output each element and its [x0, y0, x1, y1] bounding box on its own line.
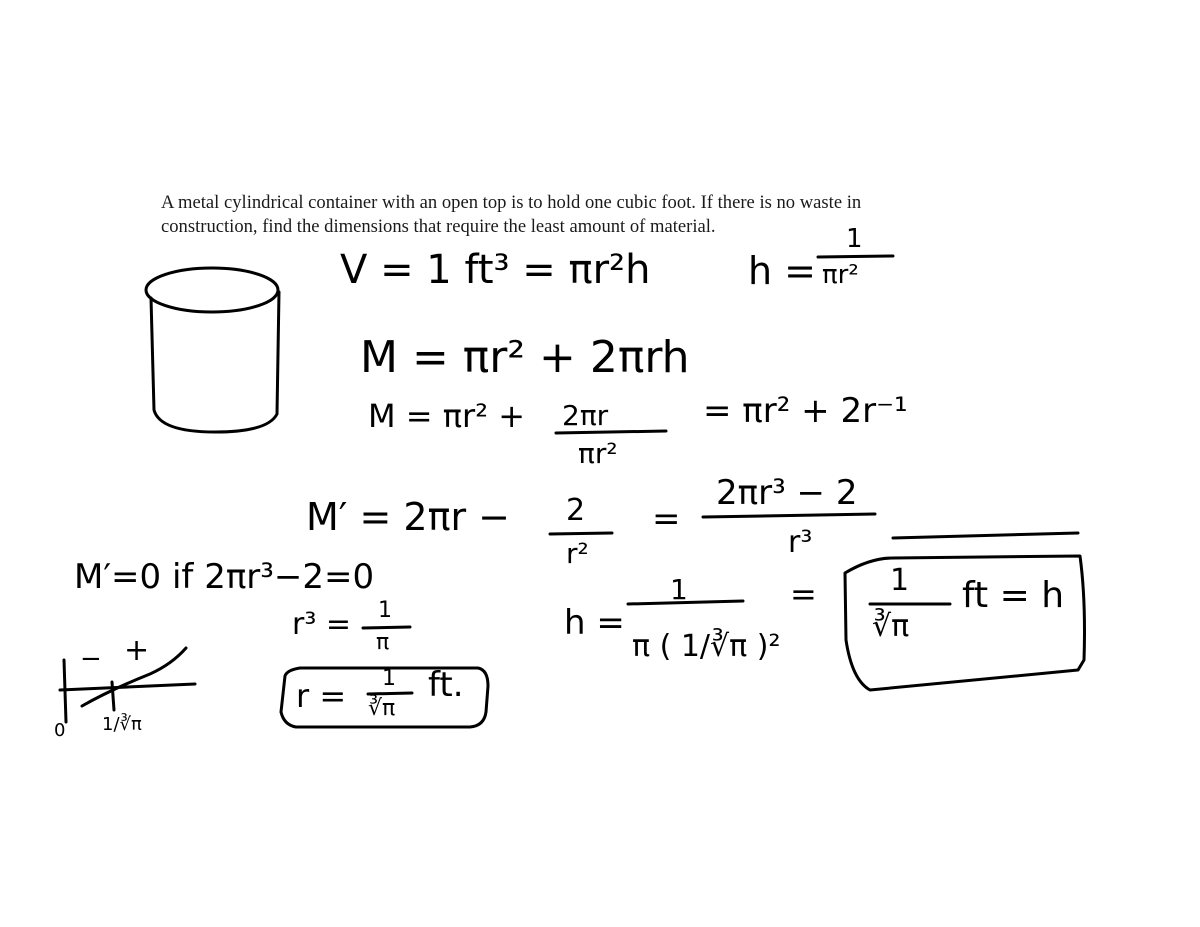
sign-chart-critical-point: 1/∛π: [102, 714, 142, 735]
material-equation: M = πr² + 2πrh: [360, 332, 690, 383]
r-cubed-denominator: π: [376, 630, 390, 655]
r-answer-lhs: r =: [296, 677, 347, 715]
h-fraction-denominator: πr²: [822, 260, 859, 290]
volume-equation: V = 1 ft³ = πr²h: [340, 247, 651, 293]
derivative-denominator: r³: [788, 525, 813, 560]
material-simplified: = πr² + 2r⁻¹: [703, 391, 908, 431]
sign-chart-zero: 0: [54, 720, 66, 741]
derivative-fraction-numerator: 2: [566, 493, 586, 528]
derivative-numerator: 2πr³ − 2: [716, 473, 858, 513]
r-answer-unit: ft.: [428, 665, 464, 705]
sign-chart-minus: −: [80, 644, 102, 674]
derivative-fraction-denominator: r²: [566, 537, 589, 570]
material-fraction-denominator: πr²: [578, 437, 618, 470]
h-fraction-numerator: 1: [846, 224, 863, 254]
problem-line-1: A metal cylindrical container with an open top is to hold one cubic foot. If there is no waste in: [161, 192, 862, 213]
r-cubed-numerator: 1: [378, 598, 392, 623]
derivative-lhs: M′ = 2πr −: [306, 495, 511, 539]
cylinder-sketch: [146, 268, 279, 432]
h-calc-numerator: 1: [670, 573, 688, 606]
r-answer-numerator: 1: [382, 666, 396, 691]
material-fraction-numerator: 2πr: [562, 399, 609, 432]
h-calc-lhs: h =: [564, 603, 625, 643]
r-cubed-lhs: r³ =: [292, 607, 352, 642]
h-equals-label: h =: [748, 249, 817, 293]
h-answer-rhs: ft = h: [962, 575, 1065, 616]
h-answer-denominator: ∛π: [872, 609, 910, 644]
h-answer-numerator: 1: [890, 563, 910, 598]
r-answer-denominator: ∛π: [368, 696, 396, 721]
h-calc-equals: =: [790, 575, 817, 613]
material-substituted-lhs: M = πr² +: [368, 397, 525, 435]
h-calc-denominator: π ( 1/∛π )²: [632, 629, 781, 664]
critical-point-condition: M′=0 if 2πr³−2=0: [74, 557, 375, 597]
problem-line-2: construction, find the dimensions that require the least amount of material.: [161, 216, 716, 237]
derivative-equals: =: [652, 499, 681, 539]
sign-chart-plus: +: [124, 633, 150, 668]
